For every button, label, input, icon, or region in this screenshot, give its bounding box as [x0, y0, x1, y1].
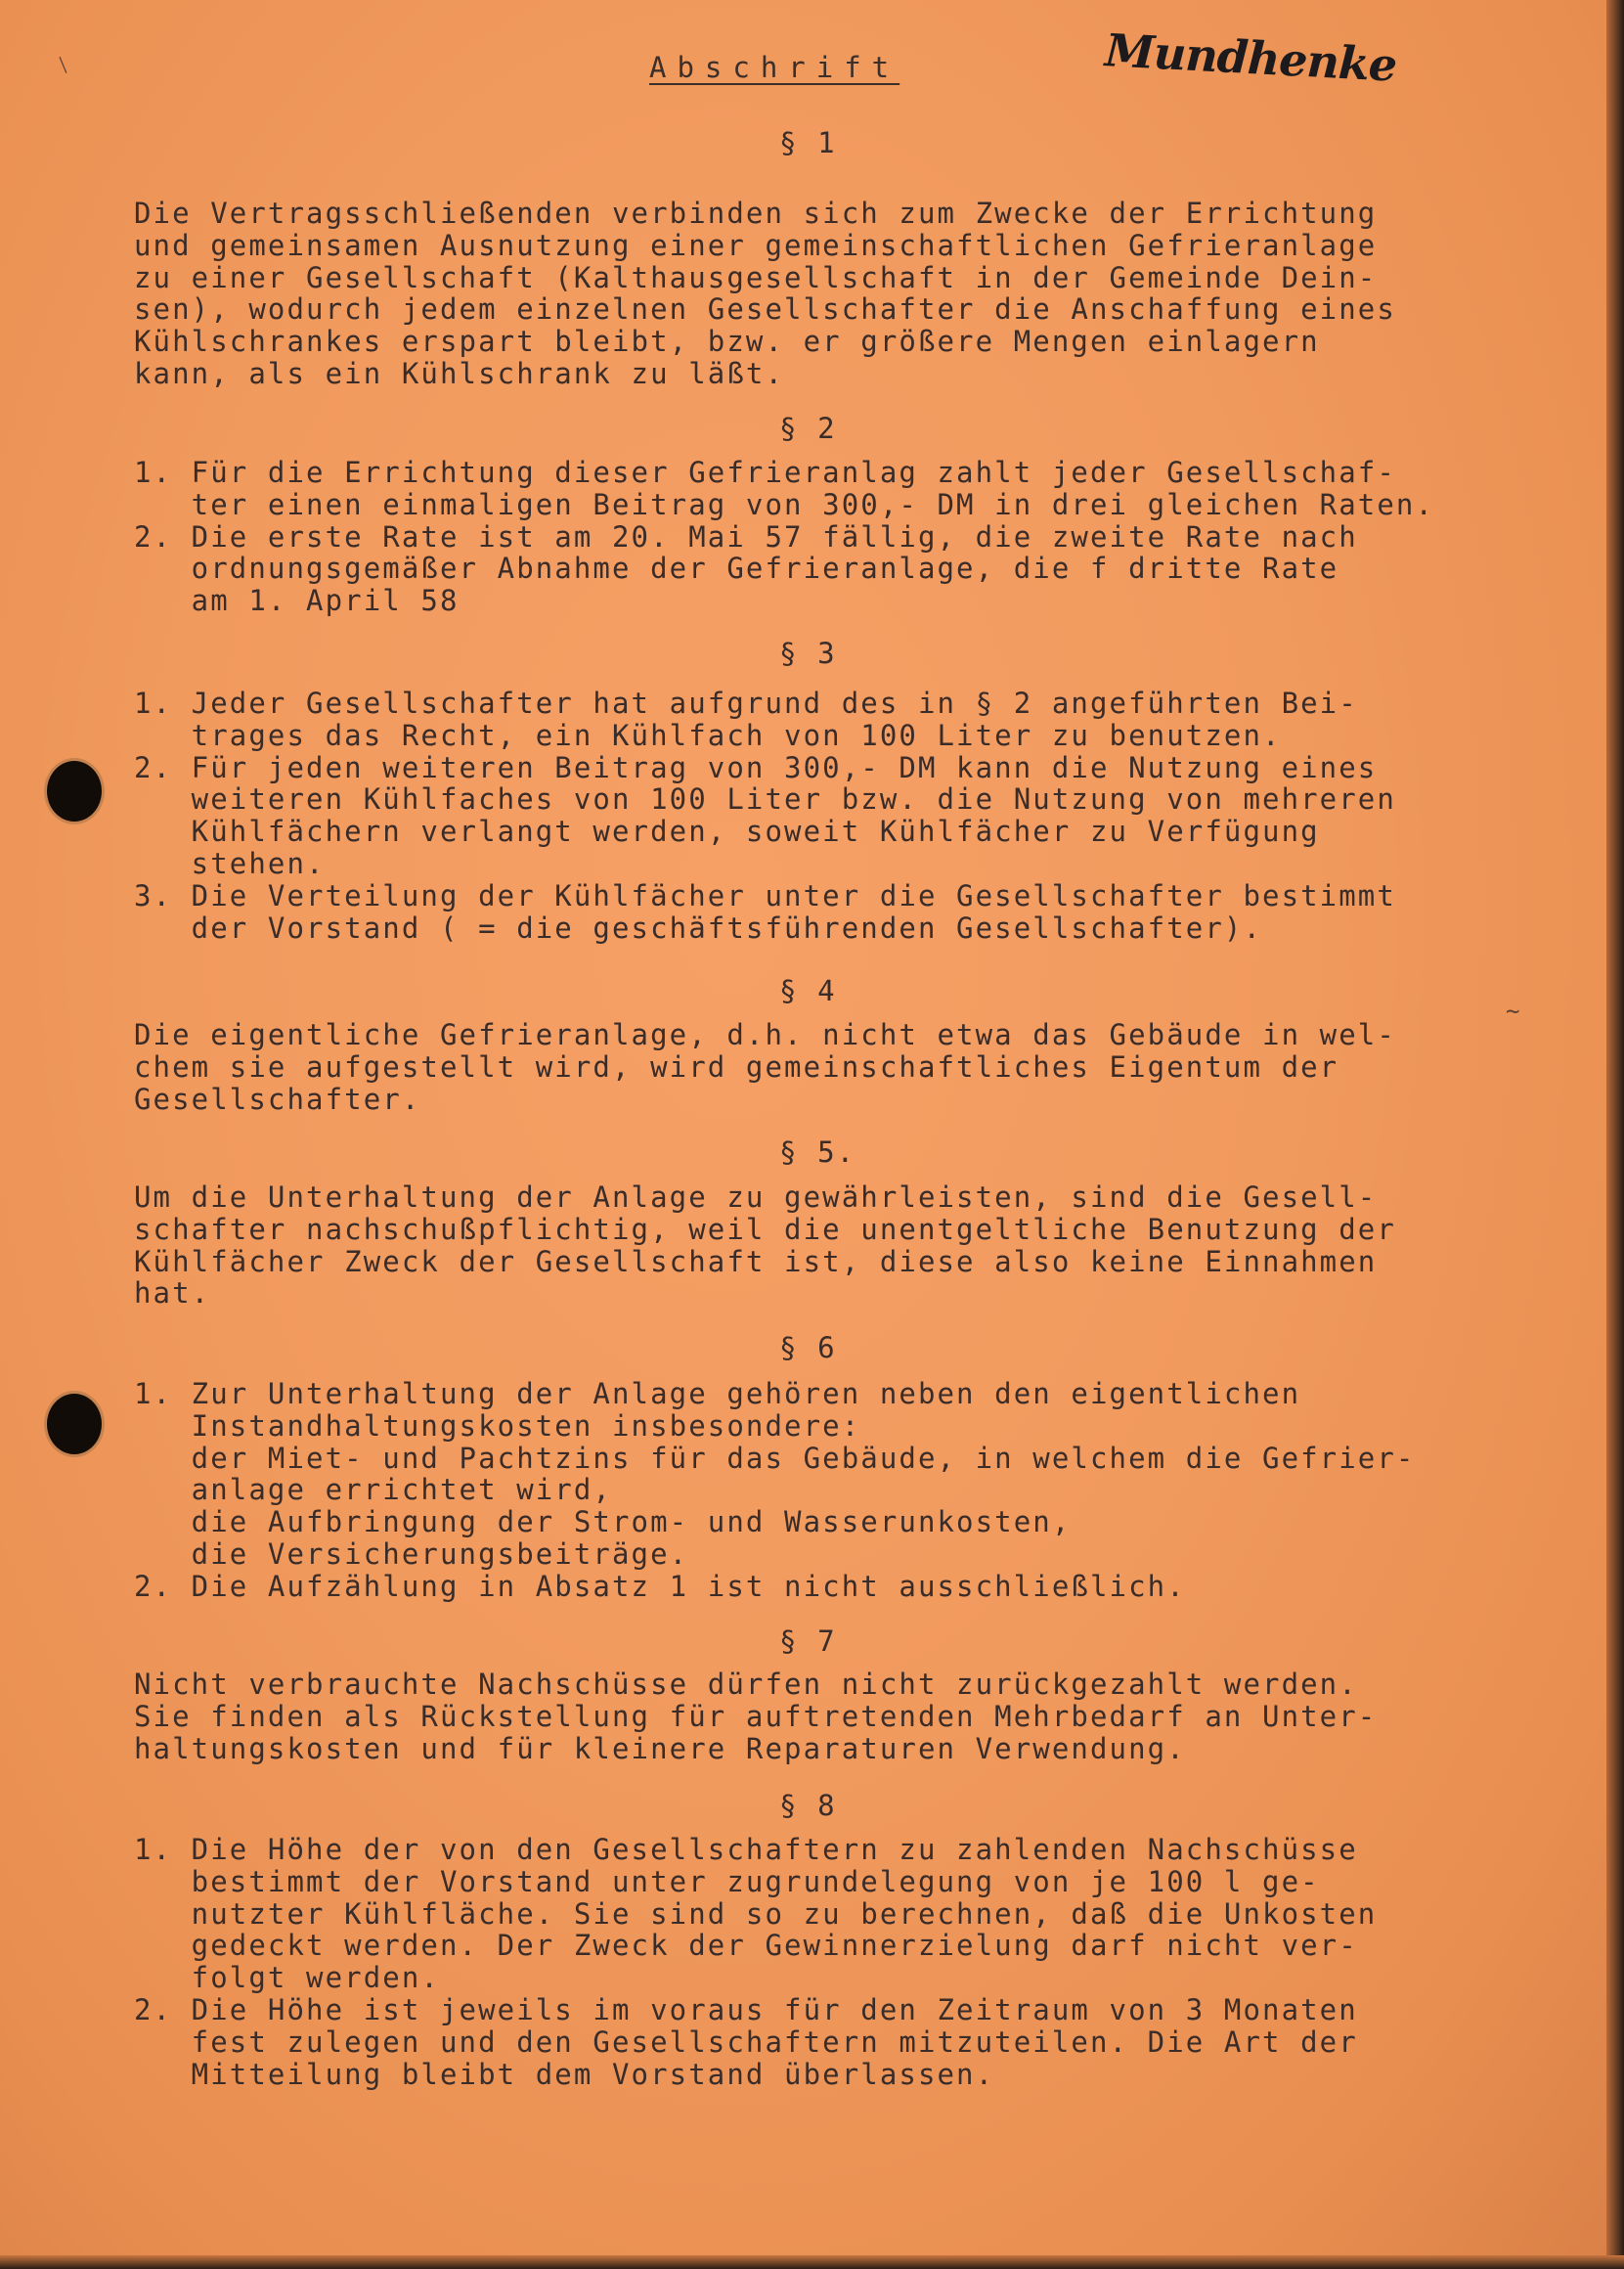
page-edge-shadow — [1606, 0, 1624, 2269]
section-text-line: der Vorstand ( = die geschäftsführenden Gesellschafter). — [134, 911, 1263, 945]
section-heading: § 6 — [779, 1331, 837, 1364]
section-text-line: ordnungsgemäßer Abnahme der Gefrieranlage, die f dritte Rate — [134, 552, 1339, 586]
section-text-line: 2. Für jeden weiteren Beitrag von 300,- DM kann die Nutzung eines — [134, 750, 1378, 784]
section-text-line: bestimmt der Vorstand unter zugrundelegung von je 100 l ge- — [134, 1864, 1320, 1898]
section-text-line: folgt werden. — [134, 1961, 440, 1995]
section-heading: § 4 — [779, 974, 837, 1007]
section-text-line: Die eigentliche Gefrieranlage, d.h. nicht etwa das Gebäude in wel- — [134, 1018, 1396, 1051]
section-text-line: 1. Für die Errichtung dieser Gefrieranlag zahlt jeder Gesellschaf- — [134, 456, 1396, 489]
pencil-mark: ⁄ — [48, 50, 78, 79]
section-text-line: Gesellschafter. — [134, 1082, 421, 1116]
handwritten-note: Mundhenke — [1103, 23, 1398, 92]
section-text-line: Die Vertragsschließenden verbinden sich zum Zwecke der Errichtung — [134, 197, 1378, 230]
pencil-mark: ~ — [1506, 998, 1520, 1025]
punch-hole-bottom — [47, 1394, 102, 1454]
section-text-line: schafter nachschußpflichtig, weil die unentgeltliche Benutzung der — [134, 1212, 1396, 1246]
section-text-line: Instandhaltungskosten insbesondere: — [134, 1408, 861, 1443]
punch-hole-top — [47, 761, 102, 822]
section-heading: § 2 — [779, 412, 837, 445]
section-text-line: Sie finden als Rückstellung für auftretenden Mehrbedarf an Unter- — [134, 1699, 1378, 1733]
section-text-line: die Versicherungsbeiträge. — [134, 1537, 689, 1571]
document-title: Abschrift — [649, 51, 900, 84]
section-text-line: Um die Unterhaltung der Anlage zu gewährleisten, sind die Gesell- — [134, 1180, 1378, 1214]
section-text-line: kann, als ein Kühlschrank zu läßt. — [134, 357, 785, 390]
section-text-line: 2. Die Höhe ist jeweils im voraus für den Zeitraum von 3 Monaten — [134, 1993, 1358, 2026]
section-text-line: haltungskosten und für kleinere Reparaturen Verwendung. — [134, 1731, 1186, 1765]
section-text-line: zu einer Gesellschaft (Kalthausgesellschaft in der Gemeinde Dein- — [134, 260, 1378, 294]
section-heading: § 8 — [779, 1789, 837, 1822]
section-text-line: hat. — [134, 1276, 211, 1311]
section-text-line: am 1. April 58 — [134, 584, 460, 618]
section-text-line: 2. Die Aufzählung in Absatz 1 ist nicht ausschließlich. — [134, 1569, 1186, 1603]
section-text-line: weiteren Kühlfaches von 100 Liter bzw. die Nutzung von mehreren — [134, 782, 1396, 817]
section-text-line: 1. Zur Unterhaltung der Anlage gehören neben den eigentlichen — [134, 1377, 1301, 1410]
section-text-line: und gemeinsamen Ausnutzung einer gemeinschaftlichen Gefrieranlage — [134, 228, 1378, 262]
section-text-line: anlage errichtet wird, — [134, 1473, 612, 1507]
section-text-line: Kühlfächer Zweck der Gesellschaft ist, diese also keine Einnahmen — [134, 1244, 1378, 1278]
section-text-line: stehen. — [134, 847, 326, 880]
section-text-line: Kühlschrankes erspart bleibt, bzw. er größere Mengen einlagern — [134, 325, 1320, 359]
section-heading: § 7 — [779, 1624, 837, 1658]
section-text-line: trages das Recht, ein Kühlfach von 100 Liter zu benutzen. — [134, 718, 1282, 752]
section-heading: § 3 — [779, 637, 837, 670]
section-text-line: die Aufbringung der Strom- und Wasserunkosten, — [134, 1505, 1072, 1539]
section-text-line: Mitteilung bleibt dem Vorstand überlassen. — [134, 2057, 995, 2091]
section-text-line: Nicht verbrauchte Nachschüsse dürfen nicht zurückgezahlt werden. — [134, 1668, 1358, 1701]
section-text-line: chem sie aufgestellt wird, wird gemeinschaftliches Eigentum der — [134, 1049, 1339, 1084]
section-text-line: fest zulegen und den Gesellschaftern mitzuteilen. Die Art der — [134, 2024, 1358, 2059]
section-text-line: 3. Die Verteilung der Kühlfächer unter die Gesellschafter bestimmt — [134, 878, 1396, 912]
page-bottom-shadow — [0, 2255, 1624, 2269]
section-text-line: 1. Die Höhe der von den Gesellschaftern zu zahlenden Nachschüsse — [134, 1833, 1358, 1866]
section-text-line: gedeckt werden. Der Zweck der Gewinnerzielung darf nicht ver- — [134, 1929, 1358, 1963]
section-heading: § 1 — [779, 126, 837, 159]
section-text-line: sen), wodurch jedem einzelnen Gesellschafter die Anschaffung eines — [134, 292, 1396, 327]
section-text-line: nutzter Kühlfläche. Sie sind so zu berechnen, daß die Unkosten — [134, 1896, 1378, 1931]
section-text-line: 1. Jeder Gesellschafter hat aufgrund des in § 2 angeführten Bei- — [134, 687, 1358, 720]
section-text-line: Kühlfächern verlangt werden, soweit Kühlfächer zu Verfügung — [134, 815, 1320, 849]
section-text-line: der Miet- und Pachtzins für das Gebäude, in welchem die Gefrier- — [134, 1441, 1416, 1475]
section-heading: § 5. — [779, 1135, 856, 1169]
section-text-line: ter einen einmaligen Beitrag von 300,- DM in drei gleichen Raten. — [134, 487, 1435, 521]
section-text-line: 2. Die erste Rate ist am 20. Mai 57 fällig, die zweite Rate nach — [134, 519, 1358, 554]
